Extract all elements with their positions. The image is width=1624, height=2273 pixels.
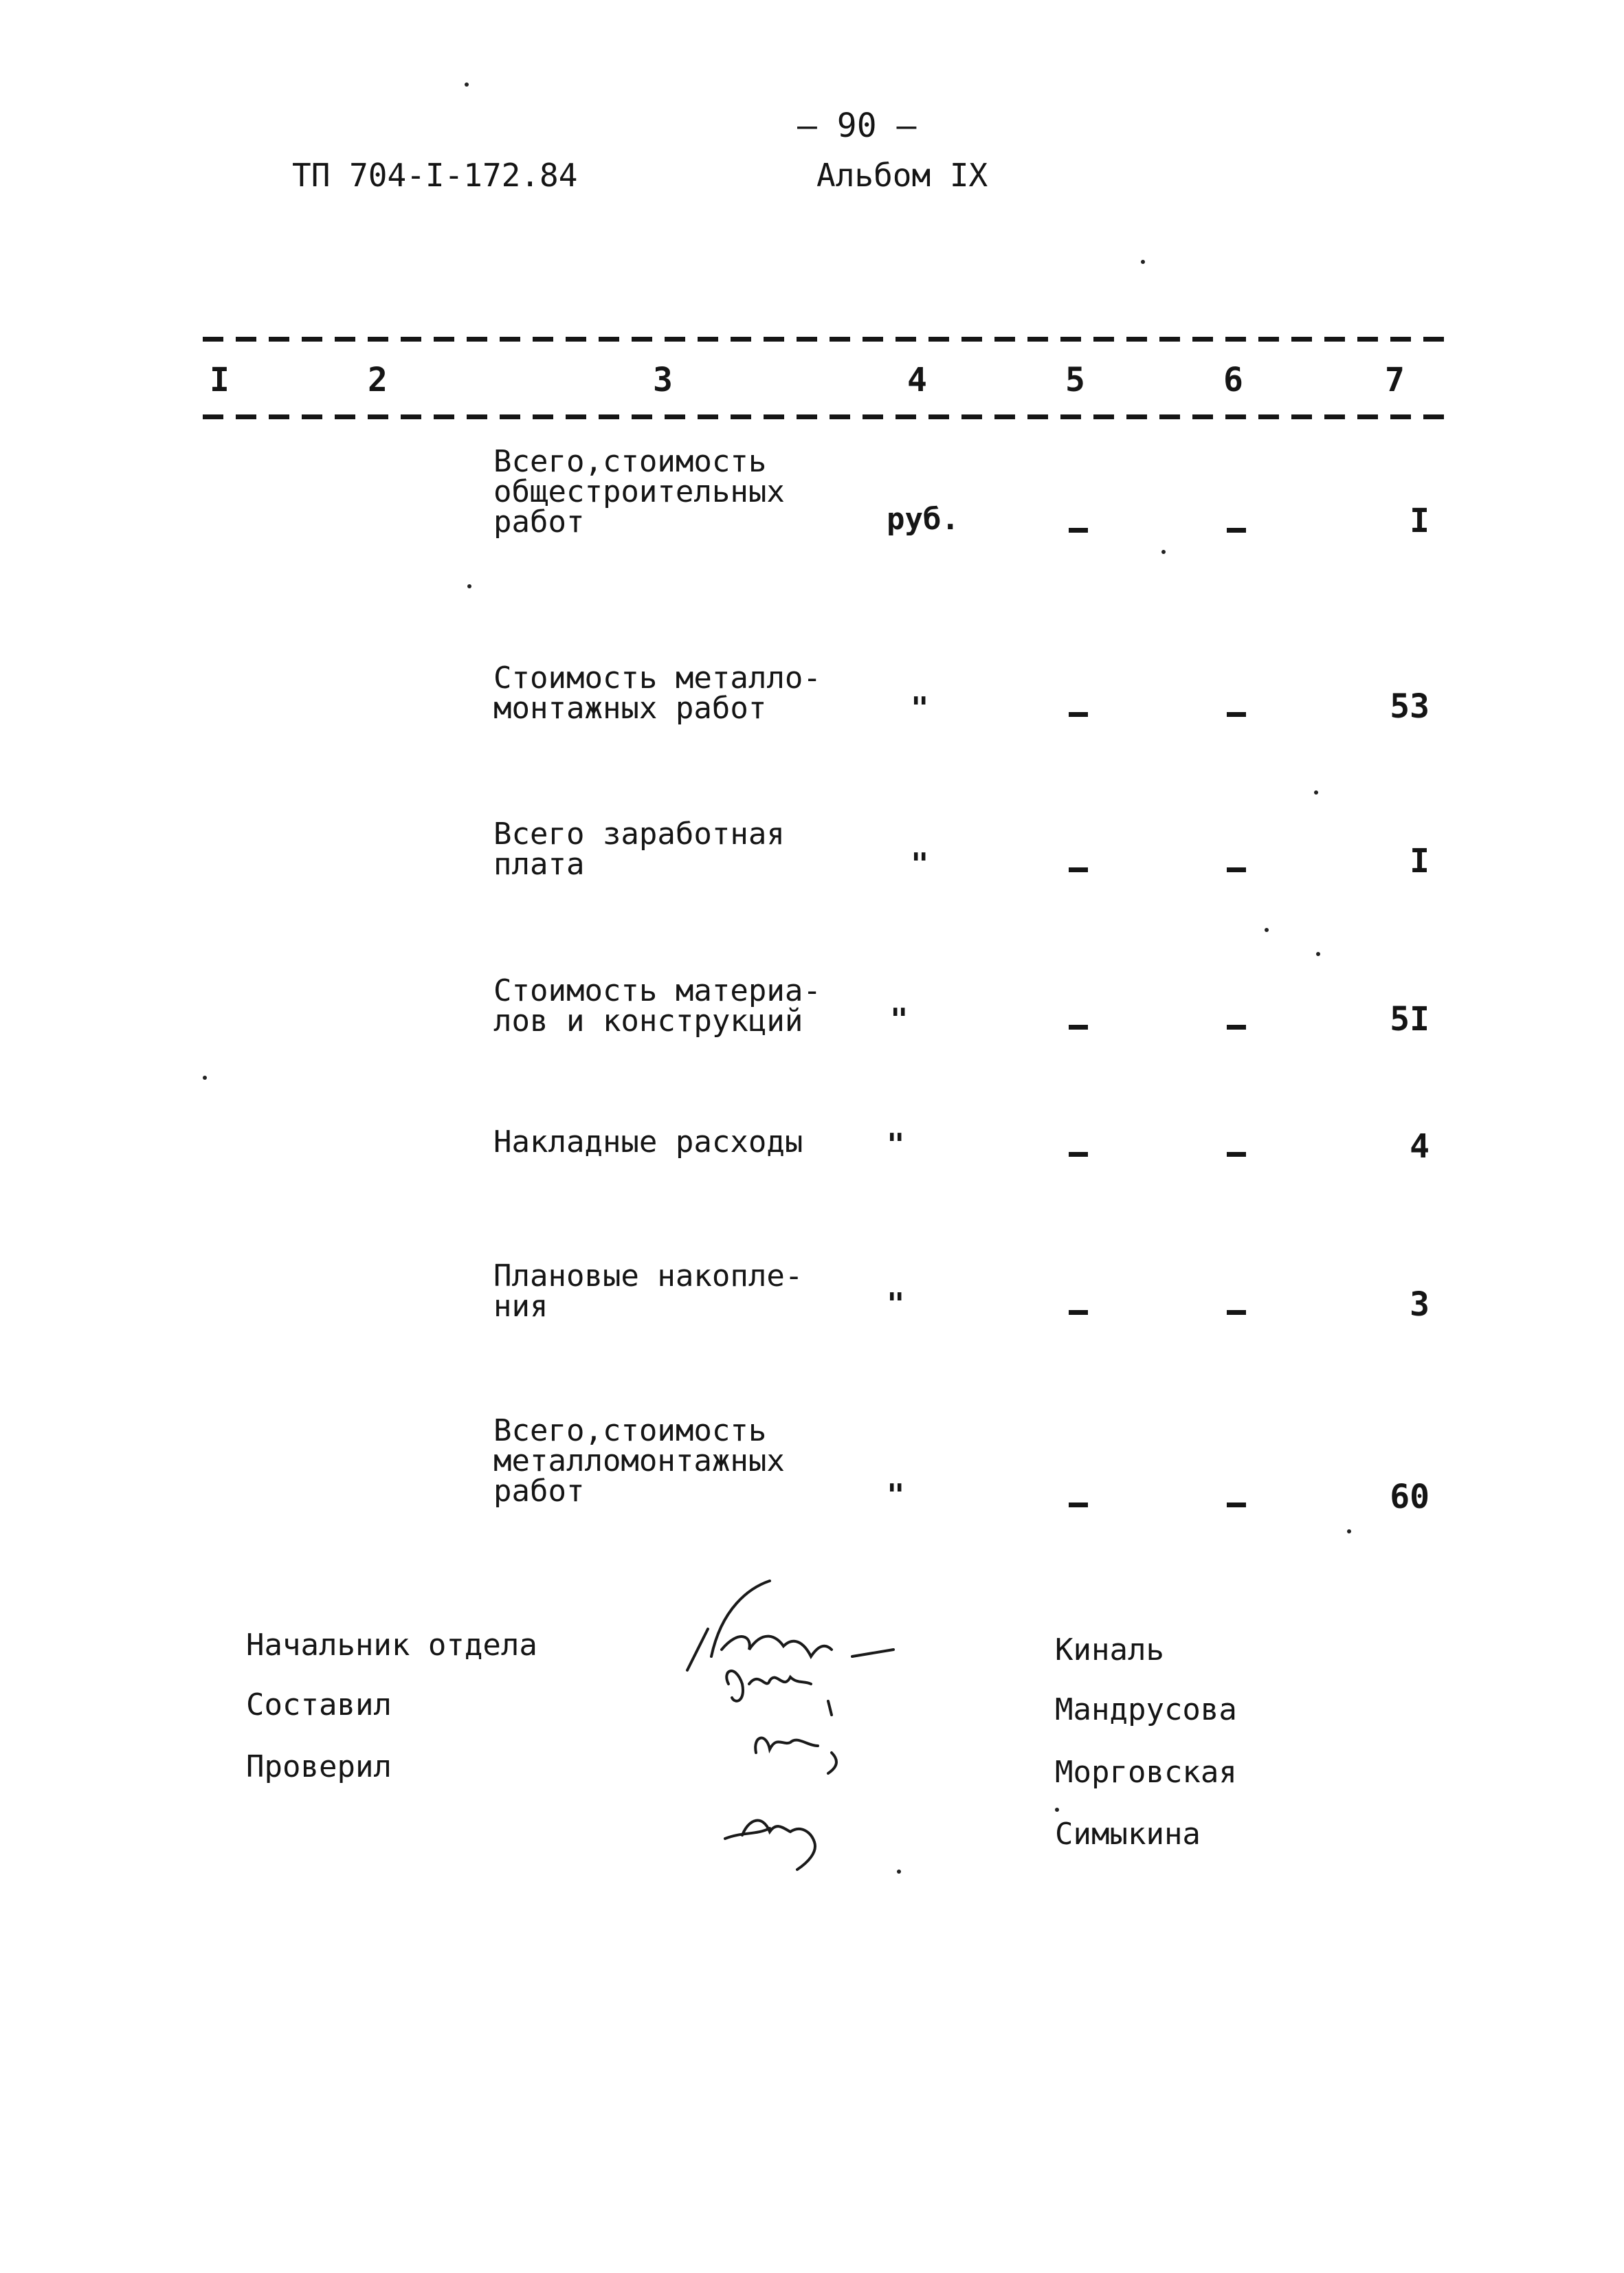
scan-speck [203,1076,207,1080]
row-unit: " [911,847,929,882]
scan-speck [1265,928,1269,932]
row-value: 60 [1390,1478,1430,1516]
row-label: Плановые накопле- ния [493,1259,803,1324]
row-dash-col5 [1069,867,1088,872]
row-label: Стоимость металло- монтажных работ [493,661,821,726]
scan-speck [467,584,471,588]
column-number-1: I [210,361,230,399]
row-dash-col5 [1069,1503,1088,1507]
column-number-3: 3 [653,361,673,399]
scan-speck [1347,1529,1351,1533]
table-header-rule [203,414,1454,419]
role-checked-by: Проверил [246,1749,392,1784]
row-value: 53 [1390,687,1430,726]
row-label: Стоимость материа- лов и конструкций [493,973,821,1039]
row-unit: " [887,1127,905,1162]
page-number: – 90 – [797,107,917,145]
row-dash-col5 [1069,1152,1088,1157]
row-label: Накладные расходы [493,1124,803,1160]
scan-speck [897,1870,901,1874]
name-simykina: Симыкина [1055,1817,1201,1852]
role-department-head: Начальник отдела [246,1628,537,1663]
row-unit: " [890,1002,909,1037]
row-label: Всего,стоимость общестроительных работ [493,444,785,540]
column-number-7: 7 [1385,361,1405,399]
scan-speck [1314,790,1318,795]
scan-speck [465,82,469,87]
scan-speck [1316,952,1320,956]
column-number-4: 4 [907,361,927,399]
column-number-5: 5 [1065,361,1085,399]
row-unit: руб. [887,502,959,537]
row-label: Всего заработная плата [493,817,785,882]
row-dash-col6 [1227,1152,1246,1157]
row-unit: " [887,1287,905,1322]
column-number-2: 2 [368,361,388,399]
row-value: 3 [1410,1285,1430,1324]
row-value: 5I [1390,1000,1430,1039]
name-morgovskaya: Морговская [1055,1755,1237,1790]
row-dash-col5 [1069,1025,1088,1030]
row-dash-col6 [1227,712,1246,717]
row-dash-col6 [1227,1025,1246,1030]
album-label: Альбом IX [816,157,988,194]
row-dash-col5 [1069,712,1088,717]
table-top-rule [203,337,1454,342]
row-value: I [1410,502,1430,540]
document-code: ТП 704-I-172.84 [292,157,578,194]
role-compiled-by: Составил [246,1687,392,1722]
column-number-6: 6 [1223,361,1243,399]
name-mandrusova: Мандрусова [1055,1692,1237,1727]
row-value: I [1410,842,1430,880]
row-dash-col5 [1069,528,1088,533]
row-dash-col6 [1227,1503,1246,1507]
scan-speck [1055,1808,1059,1812]
row-dash-col6 [1227,867,1246,872]
row-dash-col5 [1069,1310,1088,1315]
scan-speck [1161,550,1166,554]
handwritten-signatures [674,1581,935,1870]
row-unit: " [887,1478,905,1513]
scan-speck [1141,260,1145,264]
name-kinal: Киналь [1055,1632,1164,1667]
row-unit: " [911,691,929,726]
row-dash-col6 [1227,1310,1246,1315]
row-dash-col6 [1227,528,1246,533]
row-value: 4 [1410,1127,1430,1166]
row-label: Всего,стоимость металломонтажных работ [493,1413,785,1509]
